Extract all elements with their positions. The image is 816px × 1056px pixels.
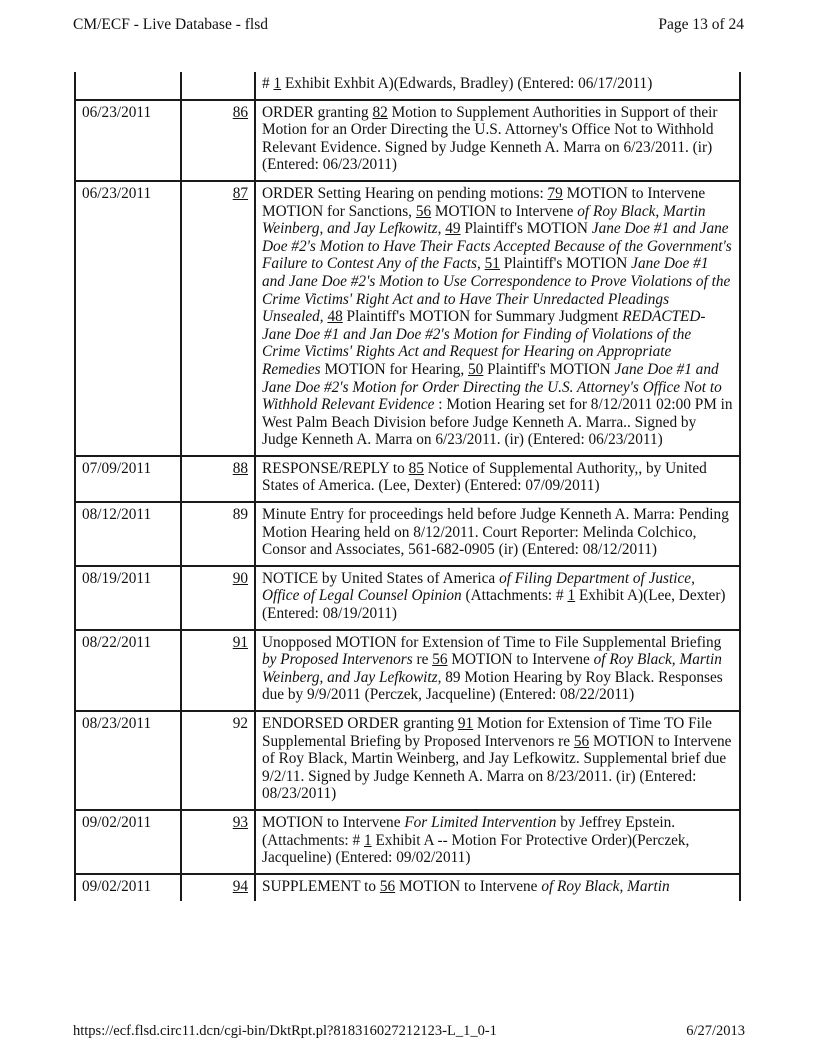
entry-cell-number <box>181 72 255 100</box>
page-url: https://ecf.flsd.circ11.dcn/cgi-bin/DktRpt.pl?818316027212123-L_1_0-1 <box>73 1023 497 1039</box>
document-link[interactable]: 56 <box>415 202 432 220</box>
entry-text-segment: Unopposed MOTION for Extension of Time to File Supplemental Briefing <box>262 633 722 651</box>
entry-cell-number <box>181 630 255 711</box>
entry-text-segment: MOTION to Intervene of Roy Black, Martin Weinberg, and Jay Lefkowitz. Supplemental brief due 9/2/11. Signed by Judge Kenneth A. Marra on 8/23/2011. (ir) (Entered: 08/23/2011) <box>262 732 732 803</box>
entry-number: 89 <box>232 506 248 524</box>
document-link[interactable]: 50 <box>468 360 484 378</box>
entry-text-italic: of Roy Black, Martin <box>541 877 670 895</box>
entry-text-segment: Motion for Extension of Time TO File Supplemental Briefing by Proposed Intervenors re <box>262 715 712 750</box>
entry-text <box>255 502 740 566</box>
entry-text <box>255 72 740 100</box>
page-header-title: CM/ECF - Live Database - flsd <box>73 16 269 33</box>
document-link[interactable]: 56 <box>379 877 396 895</box>
entry-text-segment: Plaintiff's MOTION <box>483 360 615 378</box>
entry-text-segment: Plaintiff's MOTION <box>460 220 592 238</box>
page-number: Page 13 of 24 <box>658 16 744 33</box>
entry-text-segment: , <box>319 308 328 326</box>
document-link[interactable]: 1 <box>273 75 282 92</box>
entry-text-segment: ENDORSED ORDER granting <box>262 715 458 732</box>
entry-number-link[interactable]: 90 <box>232 569 248 587</box>
print-date: 6/27/2013 <box>686 1023 745 1039</box>
entry-text <box>255 874 740 902</box>
document-link[interactable]: 91 <box>457 715 474 732</box>
entry-text-segment: , <box>437 220 446 238</box>
entry-text-segment: Notice of Supplemental Authority,, by United States of America. (Lee, Dexter) (Entered: 07/09/2011) <box>262 459 707 495</box>
entry-cell-number <box>181 874 255 902</box>
entry-cell-number <box>181 456 255 502</box>
entry-text-segment: by Jeffrey Epstein. (Attachments: # <box>262 813 676 849</box>
entry-number-link[interactable]: 94 <box>232 877 248 895</box>
document-link[interactable]: 1 <box>363 831 372 849</box>
entry-text-italic: Jane Doe #1 and Jane Doe #2's Motion to Have Their Facts Accepted Because of the Government's Failure to Contest Any of the Facts <box>262 220 732 273</box>
entry-cell-number <box>181 181 255 456</box>
docket-table <box>74 72 741 901</box>
document-link[interactable]: 56 <box>573 732 590 750</box>
entry-date: 08/22/2011 <box>75 630 181 711</box>
entry-number-link[interactable]: 86 <box>232 103 248 121</box>
entry-number-link[interactable]: 93 <box>232 813 248 831</box>
entry-text-segment: (Attachments: # <box>461 587 568 605</box>
entry-text <box>255 810 740 874</box>
entry-text-segment: , 89 Motion Hearing by Roy Black. Responses due by 9/9/2011 (Perczek, Jacqueline) (Entered: 08/22/2011) <box>262 668 723 704</box>
entry-text-italic: Jane Doe #1 and Jane Doe #2's Motion for Order Directing the U.S. Attorney's Office Not to Withhold Relevant Evidence <box>262 360 722 414</box>
entry-text-segment: Plaintiff's MOTION for Summary Judgment <box>342 308 623 326</box>
docket-row <box>75 456 740 502</box>
docket-row <box>75 100 740 181</box>
entry-text-segment: MOTION to Intervene MOTION for Sanctions, <box>262 184 706 220</box>
docket-row <box>75 502 740 566</box>
entry-text <box>255 566 740 630</box>
entry-text <box>255 181 740 456</box>
docket-body <box>75 72 740 901</box>
entry-number-link[interactable]: 87 <box>232 184 248 202</box>
entry-number-link[interactable]: 91 <box>232 633 248 651</box>
entry-cell-number <box>181 810 255 874</box>
docket-row <box>75 566 740 630</box>
entry-text <box>255 100 740 181</box>
entry-date: 07/09/2011 <box>75 456 181 502</box>
entry-text-segment: Minute Entry for proceedings held before Judge Kenneth A. Marra: Pending Motion Hearing held on 8/12/2011. Court Reporter: Melinda Colchico, Consor and Associates, 561-682-0905 (ir) (Entered: 08/12/2011) <box>262 506 729 559</box>
entry-text-segment: Plaintiff's MOTION <box>499 255 632 273</box>
entry-text-segment: NOTICE by United States of America <box>262 569 500 587</box>
docket-row <box>75 181 740 456</box>
entry-text-segment: MOTION to Intervene <box>447 651 594 669</box>
entry-text-segment: MOTION for Hearing, <box>320 360 469 378</box>
entry-date: 08/23/2011 <box>75 711 181 810</box>
docket-row <box>75 630 740 711</box>
entry-text-segment: ORDER granting <box>262 103 373 121</box>
entry-text <box>255 630 740 711</box>
entry-cell-number <box>181 100 255 181</box>
docket-row <box>75 874 740 902</box>
docket-row <box>75 810 740 874</box>
entry-number-link[interactable]: 88 <box>232 459 248 477</box>
document-link[interactable]: 1 <box>567 587 576 605</box>
entry-text-segment: Exhibit A -- Motion For Protective Order)(Perczek, Jacqueline) (Entered: 09/02/2011) <box>262 831 690 867</box>
entry-cell-number <box>181 711 255 810</box>
entry-text <box>255 711 740 810</box>
entry-text-segment: Exhibit A)(Lee, Dexter) (Entered: 08/19/2011) <box>262 587 726 623</box>
entry-text-segment: re <box>412 651 433 669</box>
entry-text-segment: # <box>262 75 274 92</box>
entry-text-italic: of Roy Black, Martin Weinberg, and Jay Lefkowitz <box>262 202 706 238</box>
entry-cell-number <box>181 502 255 566</box>
entry-text-italic: by Proposed Intervenors <box>262 651 413 669</box>
entry-date: 06/23/2011 <box>75 181 181 456</box>
document-link[interactable]: 51 <box>484 255 500 273</box>
entry-text-italic: For Limited Intervention <box>404 813 557 831</box>
entry-text-segment: RESPONSE/REPLY to <box>262 459 409 477</box>
entry-text-segment: MOTION to Intervene <box>395 877 542 895</box>
entry-text-italic: Jane Doe #1 and Jane Doe #2's Motion to Use Correspondence to Prove Violations of the Crime Victims' Right Act and to Have Their Unredacted Pleadings Unsealed <box>262 255 731 326</box>
entry-cell-number <box>181 566 255 630</box>
entry-text-segment: : Motion Hearing set for 8/12/2011 02:00 PM in West Palm Beach Division before Judge Kenneth A. Marra.. Signed by Judge Kenneth A. Marra on 6/23/2011. (ir) (Entered: 06/23/2011) <box>262 396 733 449</box>
document-link[interactable]: 56 <box>432 651 448 669</box>
entry-text-segment: , <box>476 255 485 273</box>
entry-text <box>255 456 740 502</box>
entry-date <box>75 72 181 100</box>
entry-date: 08/19/2011 <box>75 566 181 630</box>
entry-text-italic: of Filing Department of Justice, Office of Legal Counsel Opinion <box>262 569 695 605</box>
entry-date: 09/02/2011 <box>75 874 181 902</box>
entry-text-segment: ORDER Setting Hearing on pending motions: <box>262 184 548 202</box>
entry-date: 08/12/2011 <box>75 502 181 566</box>
entry-text-segment: MOTION to Intervene <box>431 202 578 220</box>
entry-text-italic: REDACTED- Jane Doe #1 and Jan Doe #2's Motion for Finding of Violations of the Crime Victims' Rights Act and Request for Hearing on Appropriate Remedies <box>262 308 706 378</box>
entry-number: 92 <box>232 715 248 732</box>
document-link[interactable]: 85 <box>408 459 424 477</box>
docket-row <box>75 72 740 100</box>
docket-row <box>75 711 740 810</box>
document-link[interactable]: 79 <box>547 184 563 202</box>
entry-date: 09/02/2011 <box>75 810 181 874</box>
document-link[interactable]: 48 <box>327 308 343 326</box>
entry-text-segment: MOTION to Intervene <box>262 813 405 831</box>
entry-text-segment: Motion to Supplement Authorities in Support of their Motion for an Order Directing the U.S. Attorney's Office Not to Withhold Relevant Evidence. Signed by Judge Kenneth A. Marra on 6/23/2011. (ir) (Entered: 06/23/2011) <box>262 103 718 174</box>
entry-text-italic: of Roy Black, Martin Weinberg, and Jay Lefkowitz <box>262 651 722 686</box>
document-link[interactable]: 49 <box>445 220 461 238</box>
document-link[interactable]: 82 <box>372 103 388 121</box>
entry-date: 06/23/2011 <box>75 100 181 181</box>
entry-text-segment: SUPPLEMENT to <box>262 877 380 895</box>
entry-text-segment: Exhibit Exhbit A)(Edwards, Bradley) (Entered: 06/17/2011) <box>281 75 653 92</box>
